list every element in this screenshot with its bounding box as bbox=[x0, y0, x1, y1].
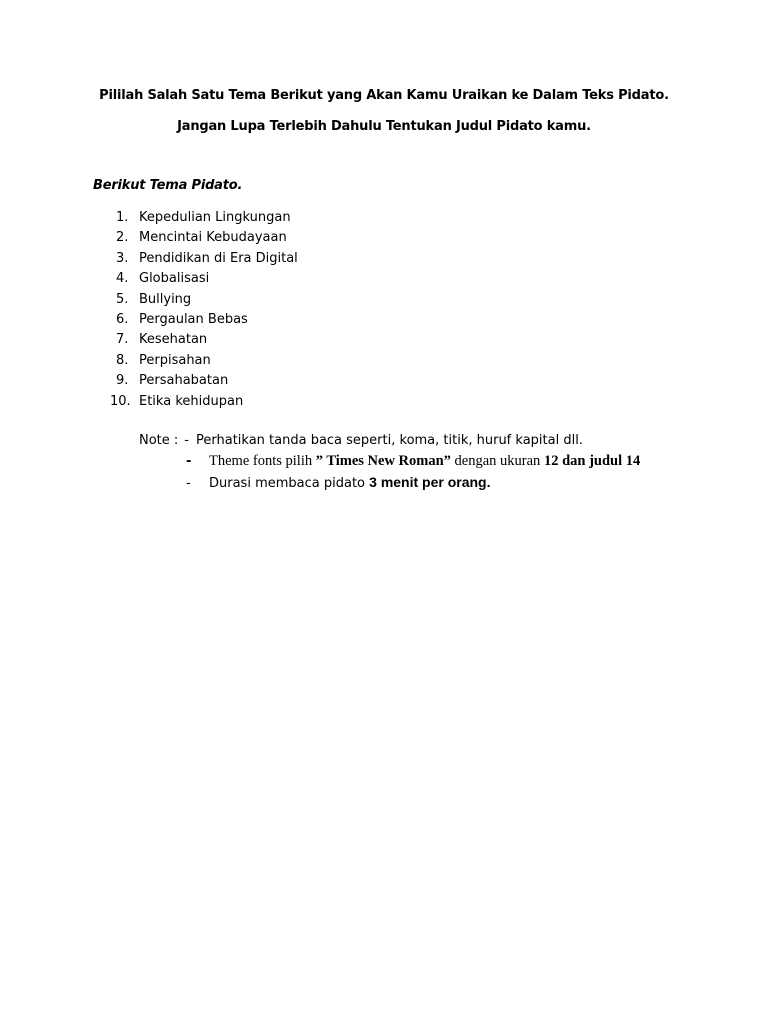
note-text: dengan ukuran bbox=[450, 453, 544, 469]
heading-instruction: Pililah Salah Satu Tema Berikut yang Akan Kamu Uraikan ke Dalam Teks Pidato. bbox=[99, 88, 669, 103]
duration-value: 3 menit per orang. bbox=[369, 474, 491, 490]
list-item bbox=[110, 269, 298, 289]
note-label: Note : bbox=[139, 433, 179, 448]
note-line-duration bbox=[186, 474, 491, 491]
list-label: Kepedulian Lingkungan bbox=[139, 210, 291, 225]
heading-reminder: Jangan Lupa Terlebih Dahulu Tentukan Judul Pidato kamu. bbox=[177, 119, 591, 134]
list-label: Pendidikan di Era Digital bbox=[139, 250, 298, 266]
note-text: Perhatikan tanda baca seperti, koma, titik, huruf kapital dll. bbox=[196, 433, 583, 448]
list-label: Mencintai Kebudayaan bbox=[139, 230, 287, 246]
list-item bbox=[110, 208, 298, 228]
list-number: 1. bbox=[116, 210, 129, 225]
list-item bbox=[110, 249, 298, 269]
note-text: Durasi membaca pidato bbox=[209, 476, 370, 491]
bullet-dash: - bbox=[184, 433, 189, 448]
list-number: 8. bbox=[116, 352, 129, 368]
list-number: 3. bbox=[116, 250, 129, 266]
note-text: Theme fonts pilih bbox=[209, 453, 316, 469]
list-item bbox=[110, 290, 298, 310]
list-label: Pergaulan Bebas bbox=[139, 311, 248, 327]
list-label: Persahabatan bbox=[139, 373, 229, 389]
list-label: Etika kehidupan bbox=[139, 393, 244, 409]
note-line-font bbox=[186, 453, 640, 470]
list-item bbox=[110, 351, 298, 371]
list-number: 6. bbox=[116, 311, 129, 327]
list-label: Globalisasi bbox=[139, 271, 210, 287]
list-number: 4. bbox=[116, 271, 129, 287]
theme-list bbox=[110, 208, 298, 412]
bullet-dash: - bbox=[186, 454, 192, 469]
list-label: Perpisahan bbox=[139, 352, 211, 368]
font-size-value: 12 dan judul 14 bbox=[543, 453, 641, 469]
note-line-punctuation bbox=[139, 433, 583, 448]
list-label: Kesehatan bbox=[139, 332, 208, 348]
font-name: ” Times New Roman” bbox=[315, 453, 451, 469]
list-number: 7. bbox=[116, 332, 129, 348]
bullet-dash: - bbox=[186, 476, 191, 491]
list-item bbox=[110, 371, 298, 391]
list-number: 2. bbox=[116, 230, 129, 246]
list-item bbox=[110, 330, 298, 350]
list-label: Bullying bbox=[139, 291, 192, 307]
list-item bbox=[110, 310, 298, 330]
list-number: 9. bbox=[116, 373, 129, 389]
list-number: 10. bbox=[110, 393, 131, 409]
list-item bbox=[110, 228, 298, 248]
list-item bbox=[110, 392, 298, 412]
section-title: Berikut Tema Pidato. bbox=[93, 178, 243, 193]
list-number: 5. bbox=[116, 291, 129, 307]
